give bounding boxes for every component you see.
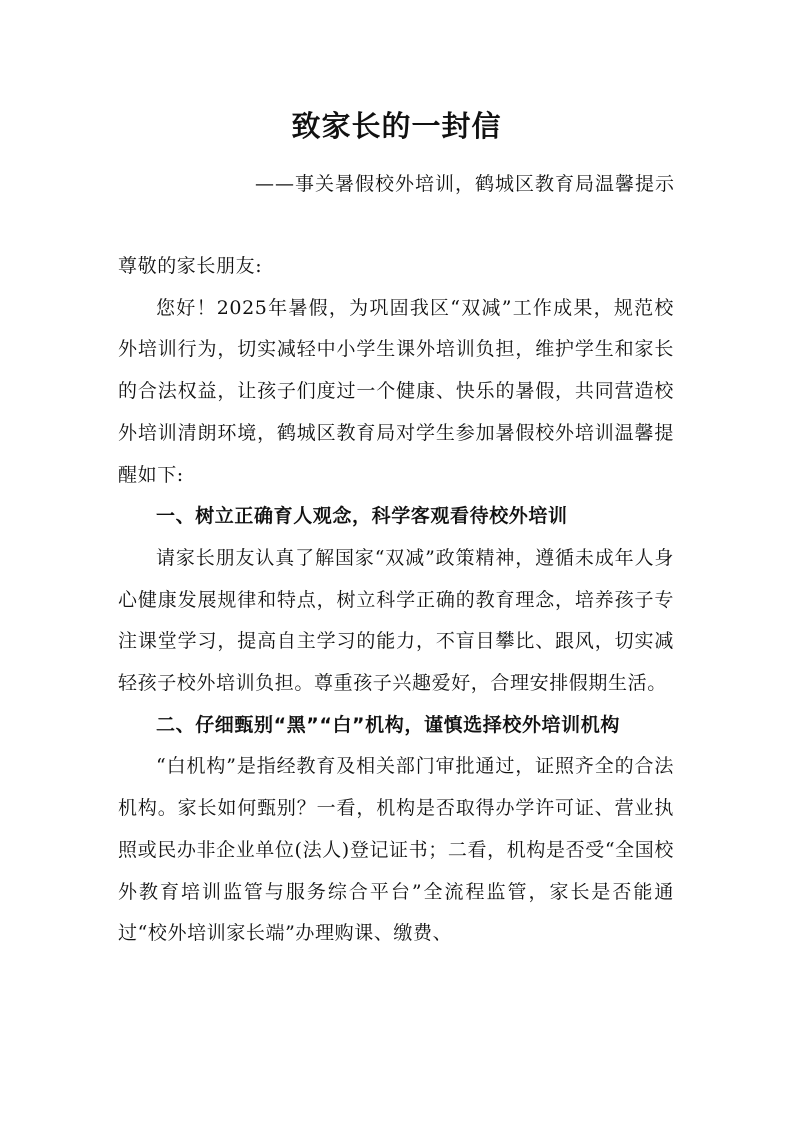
letter-subtitle: ——事关暑假校外培训，鹤城区教育局温馨提示: [254, 173, 675, 195]
letter-body: [118, 246, 674, 955]
section-1-heading: 一、树立正确育人观念，科学客观看待校外培训: [156, 505, 568, 528]
intro-paragraph: 您好！2025年暑假，为巩固我区“双减”工作成果，规范校外培训行为，切实减轻中小学生课外培训负担，维护学生和家长的合法权益，让孩子们度过一个健康、快乐的暑假，共同营造校外培训清朗环境，鹤城区教育局对学生参加暑假校外培训温馨提醒如下:: [118, 296, 674, 486]
section-2-body: “白机构”是指经教育及相关部门审批通过，证照齐全的合法机构。家长如何甄别？一看，机构是否取得办学许可证、营业执照或民办非企业单位(法人)登记证书；二看，机构是否受“全国校外教育培训监管与服务综合平台”全流程监管，家长是否能通过“校外培训家长端”办理购课、缴费、: [118, 755, 674, 945]
greeting: 尊敬的家长朋友:: [118, 255, 263, 277]
letter-title: 致家长的一封信: [291, 109, 502, 143]
section-1-body: 请家长朋友认真了解国家“双减”政策精神，遵循未成年人身心健康发展规律和特点，树立科学正确的教育理念，培养孩子专注课堂学习，提高自主学习的能力，不盲目攀比、跟风，切实减轻孩子校外培训负担。尊重孩子兴趣爱好，合理安排假期生活。: [118, 546, 674, 695]
section-2-heading: 二、仔细甄别“黑”“白”机构，谨慎选择校外培训机构: [156, 713, 620, 736]
